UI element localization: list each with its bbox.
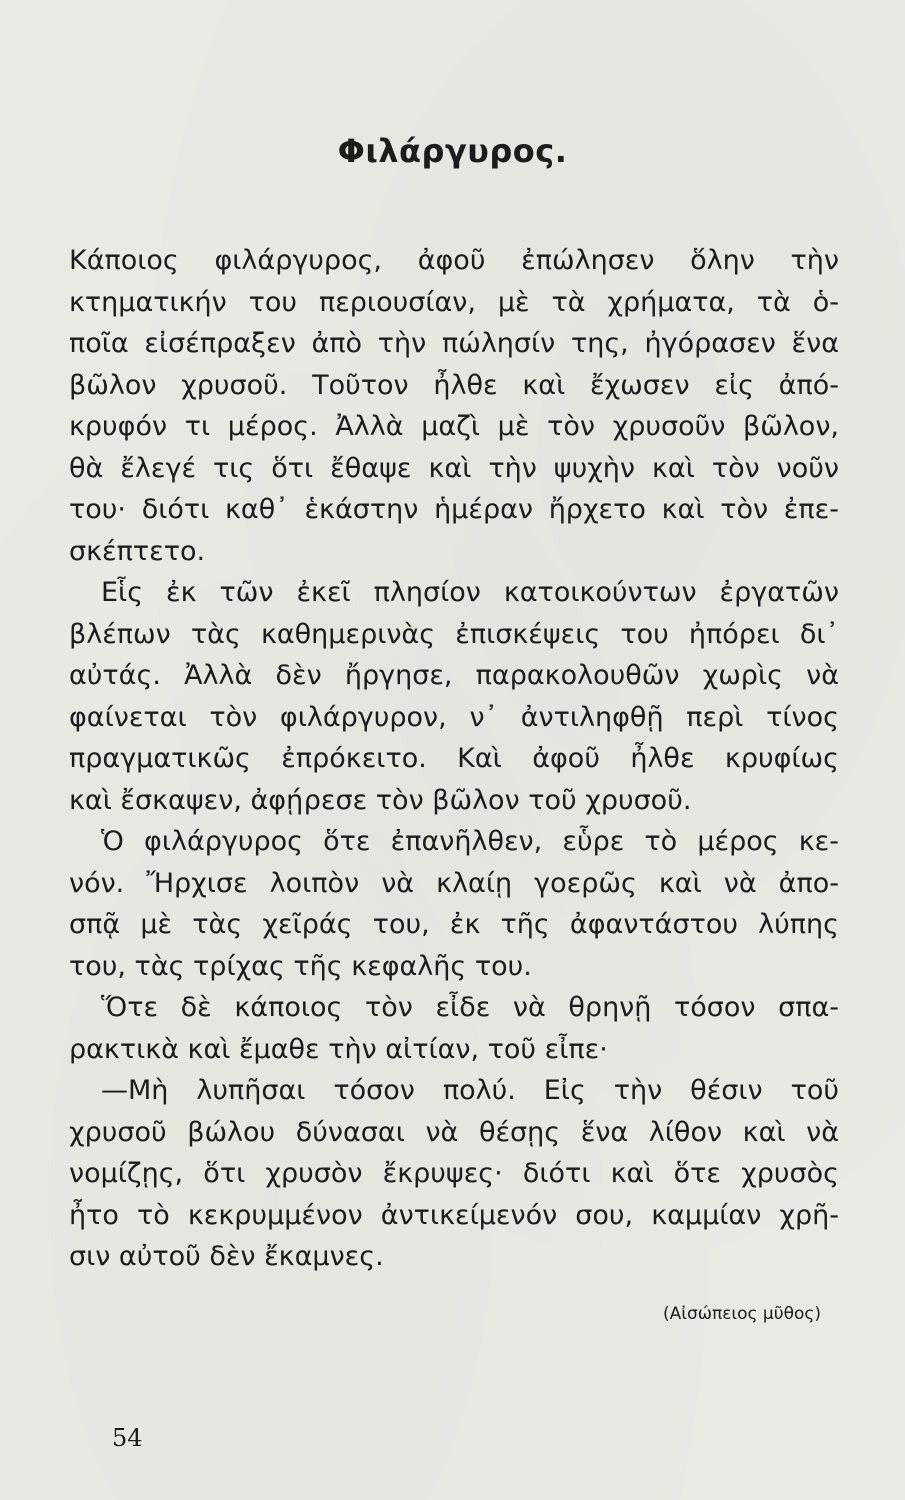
text-line: βῶλον χρυσοῦ. Τοῦτον ἦλθε καὶ ἔχωσεν εἰς ἀπό-	[69, 369, 839, 401]
text-line: του· διότι καθ᾽ ἑκάστην ἡμέραν ἤρχετο καὶ τὸν ἐπε-	[69, 494, 839, 525]
text-line: Ὁ φιλάργυρος ὅτε ἐπανῆλθεν, εὗρε τὸ μέρος κε-	[101, 826, 839, 857]
text-line: ρακτικὰ καὶ ἔμαθε τὴν αἰτίαν, τοῦ εἶπε·	[69, 1033, 608, 1065]
text-line: καὶ ἔσκαψεν, ἀφῄρεσε τὸν βῶλον τοῦ χρυσοῦ.	[69, 784, 692, 816]
text-line: νομίζῃς, ὅτι χρυσὸν ἔκρυψες· διότι καὶ ὅτε χρυσὸς	[69, 1158, 839, 1189]
text-line: ἦτο τὸ κεκρυμμένον ἀντικείμενόν σου, καμμίαν χρῆ-	[69, 1199, 839, 1231]
text-line: βλέπων τὰς καθημερινὰς ἐπισκέψεις του ἠπόρει δι᾽	[69, 618, 839, 650]
text-line: πραγματικῶς ἐπρόκειτο. Καὶ ἀφοῦ ἦλθε κρυφίως	[69, 743, 839, 774]
page-title: Φιλάργυρος.	[337, 132, 568, 170]
text-line: νόν. Ἤρχισε λοιπὸν νὰ κλαίῃ γοερῶς καὶ νὰ ἀπο-	[69, 867, 839, 899]
text-line: Κάποιος φιλάργυρος, ἀφοῦ ἐπώλησεν ὅλην τὴν	[69, 245, 839, 276]
text-line: ποῖα εἰσέπραξεν ἀπὸ τὴν πώλησίν της, ἠγόρασεν ἕνα	[69, 328, 839, 359]
page-number: 54	[112, 1424, 143, 1452]
text-line: σκέπτετο.	[69, 535, 206, 567]
fable-text	[69, 240, 839, 1278]
text-line: χρυσοῦ βώλου δύνασαι νὰ θέσῃς ἕνα λίθον καὶ νὰ	[69, 1116, 839, 1148]
text-line: αὐτάς. Ἀλλὰ δὲν ἤργησε, παρακολουθῶν χωρὶς νὰ	[69, 660, 839, 691]
text-line: κρυφόν τι μέρος. Ἀλλὰ μαζὶ μὲ τὸν χρυσοῦν βῶλον,	[69, 411, 839, 442]
text-line: φαίνεται τὸν φιλάργυρον, ν᾽ ἀντιληφθῇ περὶ τίνος	[69, 701, 839, 733]
text-line: κτηματικήν του περιουσίαν, μὲ τὰ χρήματα, τὰ ὁ-	[69, 286, 839, 318]
text-line: θὰ ἔλεγέ τις ὅτι ἔθαψε καὶ τὴν ψυχὴν καὶ τὸν νοῦν	[69, 452, 839, 484]
text-line: του, τὰς τρίχας τῆς κεφαλῆς του.	[69, 950, 532, 982]
text-line: σιν αὐτοῦ δὲν ἔκαμνες.	[69, 1241, 384, 1272]
text-line: —Μὴ λυπῆσαι τόσον πολύ. Εἰς τὴν θέσιν τοῦ	[101, 1075, 839, 1106]
source-attribution: (Αἰσώπειος μῦθος)	[662, 1304, 821, 1324]
text-line: Εἷς ἐκ τῶν ἐκεῖ πλησίον κατοικούντων ἐργατῶν	[101, 577, 839, 608]
text-line: σπᾷ μὲ τὰς χεῖράς του, ἐκ τῆς ἀφαντάστου λύπης	[69, 909, 839, 940]
text-line: Ὅτε δὲ κάποιος τὸν εἶδε νὰ θρηνῇ τόσον σπα-	[101, 992, 839, 1023]
